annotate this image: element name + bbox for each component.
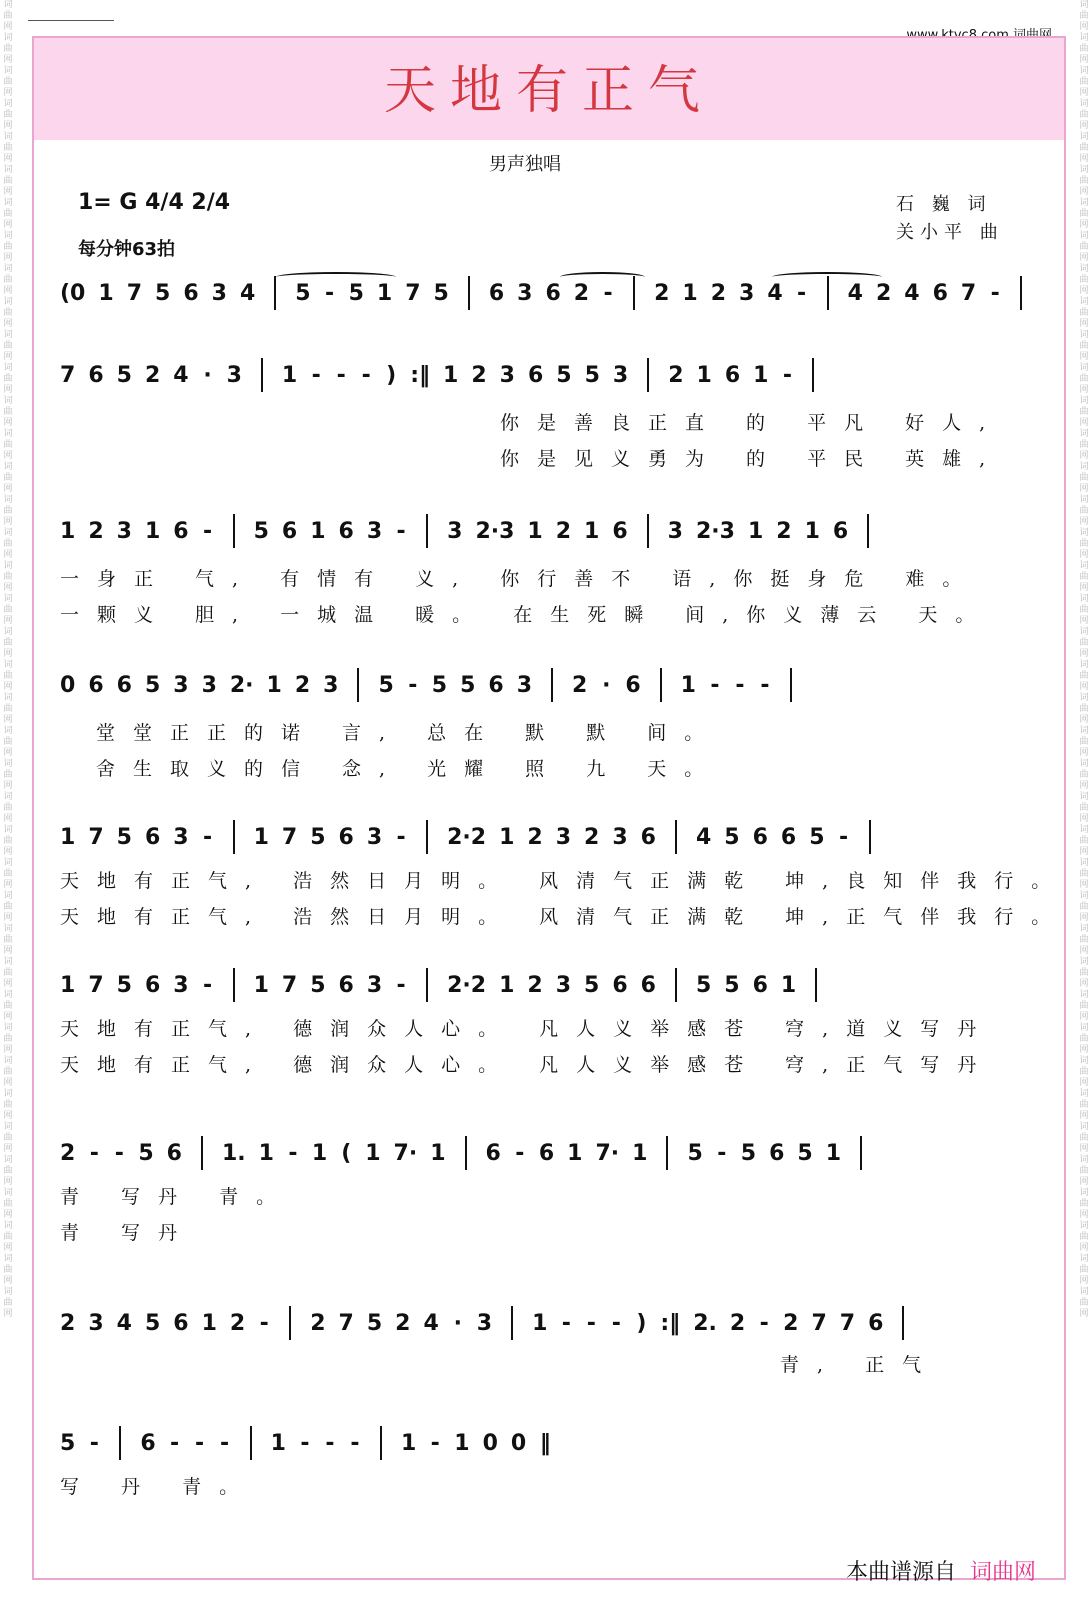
note-token: 4 bbox=[116, 1310, 132, 1336]
note-token: 1 bbox=[310, 518, 326, 544]
note-token: 1 bbox=[281, 362, 298, 388]
note-token: 3 bbox=[366, 518, 383, 544]
note-token: 6 bbox=[612, 518, 628, 544]
watermark-left: 词曲网词曲网词曲网词曲网词曲网词曲网词曲网词曲网词曲网词曲网词曲网词曲网词曲网词曲网词曲网词曲网词曲网词曲网词曲网词曲网词曲网词曲网词曲网词曲网词曲网词曲网词曲网词曲网词曲网词曲网词曲网词曲网词曲网词曲网词曲网词曲网词曲网词曲网词曲网词曲网 bbox=[3, 0, 13, 1319]
note-token: 6 bbox=[144, 972, 161, 998]
corner-rule bbox=[28, 20, 114, 21]
barline bbox=[468, 276, 470, 310]
score-system bbox=[60, 822, 1069, 972]
title-banner bbox=[34, 38, 1064, 140]
note-token: 1 bbox=[270, 1430, 286, 1456]
note-token: · bbox=[453, 1310, 462, 1336]
notation-row bbox=[60, 1308, 910, 1338]
note-token: 1 bbox=[499, 824, 515, 850]
note-token: 1 bbox=[780, 972, 797, 998]
note-token: 1 bbox=[201, 1310, 217, 1336]
note-token: 3 bbox=[739, 280, 755, 306]
barline bbox=[675, 968, 677, 1002]
source-label: 本曲谱源自 bbox=[845, 1560, 956, 1585]
note-token: 1 bbox=[567, 1140, 583, 1166]
note-token: 3 bbox=[612, 362, 629, 388]
note-token: 2 bbox=[572, 672, 588, 698]
note-token: 0 bbox=[60, 672, 76, 698]
lyricist-credit: 石 巍 词 bbox=[896, 194, 992, 215]
note-token: 6 bbox=[144, 824, 161, 850]
notation-row bbox=[60, 516, 875, 546]
note-token: - bbox=[760, 672, 770, 698]
note-token: 1 bbox=[60, 972, 76, 998]
note-token: 6 bbox=[338, 972, 354, 998]
note-token: 3 bbox=[366, 824, 383, 850]
note-token: 5 bbox=[724, 972, 740, 998]
barline bbox=[250, 1426, 252, 1460]
note-token: 1 bbox=[376, 280, 393, 306]
note-token: 3 bbox=[88, 1310, 104, 1336]
barline bbox=[426, 514, 428, 548]
note-token: · bbox=[203, 362, 212, 388]
note-token: 7 bbox=[126, 280, 142, 306]
note-token: 3 bbox=[173, 824, 189, 850]
note-token: 1 bbox=[680, 672, 696, 698]
score-system bbox=[60, 970, 1040, 1120]
barline bbox=[289, 1306, 291, 1340]
barline bbox=[380, 1426, 382, 1460]
notation-row bbox=[60, 670, 798, 700]
composer-credit: 关小平 曲 bbox=[896, 222, 1004, 243]
barline bbox=[660, 668, 662, 702]
note-token: 0 bbox=[510, 1430, 527, 1456]
note-token: 3 bbox=[116, 518, 132, 544]
note-token: - bbox=[220, 1430, 230, 1456]
lyrics-verse-1: 一身正 气, 有情有 义, 你行善不 语,你挺身危 难。 bbox=[60, 568, 980, 590]
watermark-right: 词曲网词曲网词曲网词曲网词曲网词曲网词曲网词曲网词曲网词曲网词曲网词曲网词曲网词曲网词曲网词曲网词曲网词曲网词曲网词曲网词曲网词曲网词曲网词曲网词曲网词曲网词曲网词曲网词曲网词曲网词曲网词曲网词曲网词曲网词曲网词曲网词曲网词曲网词曲网词曲网 bbox=[1079, 0, 1089, 1319]
song-title: 天地有正气 bbox=[383, 61, 714, 121]
lyrics-verse-2: 你是见义勇为 的 平民 英雄, bbox=[500, 448, 1004, 470]
note-token: 2 bbox=[710, 280, 726, 306]
note-token: - bbox=[797, 280, 807, 306]
note-token: 6 bbox=[932, 280, 948, 306]
note-token: 3 bbox=[323, 672, 339, 698]
note-token: 5 bbox=[253, 518, 269, 544]
key-signature: 1= G 4/4 2/4 bbox=[78, 190, 231, 215]
note-token: 1 bbox=[747, 518, 764, 544]
note-token: - bbox=[515, 1140, 525, 1166]
note-token: 2 bbox=[783, 1310, 799, 1336]
note-token: 1 bbox=[60, 824, 76, 850]
note-token: ( bbox=[341, 1140, 352, 1166]
note-token: 5 bbox=[740, 1140, 757, 1166]
barline bbox=[867, 514, 869, 548]
barline bbox=[357, 668, 359, 702]
score-system bbox=[60, 1138, 1040, 1288]
note-token: 1 bbox=[696, 362, 712, 388]
note-token: 6 bbox=[488, 672, 504, 698]
lyrics-verse-2: 舍生取义的信 念, 光耀 照 九 天。 bbox=[96, 758, 722, 780]
note-token: 5 bbox=[809, 824, 825, 850]
note-token: 3 bbox=[226, 362, 242, 388]
barline bbox=[551, 668, 553, 702]
barline bbox=[426, 820, 428, 854]
note-token: 6 bbox=[281, 518, 298, 544]
source-footer bbox=[846, 1555, 1036, 1586]
note-token: 6 bbox=[612, 972, 628, 998]
note-token: - bbox=[300, 1430, 310, 1456]
note-token: 1 bbox=[753, 362, 769, 388]
notation-row bbox=[60, 1428, 551, 1458]
score-system bbox=[60, 516, 1040, 666]
note-token: 5 bbox=[695, 972, 712, 998]
note-token: 2· bbox=[229, 672, 254, 698]
barline bbox=[790, 668, 792, 702]
note-token: - bbox=[170, 1430, 180, 1456]
note-token: 7 bbox=[60, 362, 76, 388]
note-token: - bbox=[259, 1310, 269, 1336]
note-token: 6 bbox=[88, 672, 104, 698]
note-token: 2 bbox=[294, 672, 311, 698]
barline bbox=[675, 820, 677, 854]
note-token: :‖ bbox=[660, 1310, 681, 1336]
note-token: 1 bbox=[98, 280, 114, 306]
lyrics-verse-1: 青 写丹 青。 bbox=[60, 1186, 294, 1208]
lyrics-verse-1: 青, 正气 bbox=[780, 1354, 940, 1376]
score-frame bbox=[32, 36, 1069, 1580]
note-token: 3 bbox=[516, 672, 533, 698]
note-token: 3 bbox=[612, 824, 628, 850]
note-token: 6 bbox=[545, 280, 561, 306]
lyrics-verse-1: 堂堂正正的诺 言, 总在 默 默 间。 bbox=[96, 722, 722, 744]
barline bbox=[465, 1136, 467, 1170]
note-token: 2 bbox=[654, 280, 670, 306]
note-token: 4 bbox=[695, 824, 712, 850]
note-token: - bbox=[603, 280, 613, 306]
note-token: 2 bbox=[875, 280, 892, 306]
note-token: 2 bbox=[144, 362, 161, 388]
note-token: ) bbox=[386, 362, 397, 388]
note-token: 6 bbox=[752, 972, 768, 998]
note-token: 6 bbox=[166, 1140, 182, 1166]
note-token: - bbox=[990, 280, 1000, 306]
note-token: 6 bbox=[173, 518, 189, 544]
note-token: 6 bbox=[485, 1140, 501, 1166]
note-token: - bbox=[325, 1430, 335, 1456]
note-token: 4 bbox=[423, 1310, 439, 1336]
note-token: - bbox=[396, 518, 406, 544]
notation-row bbox=[60, 822, 877, 852]
note-token: 1 bbox=[825, 1140, 842, 1166]
note-token: 3 bbox=[366, 972, 383, 998]
note-token: 6 bbox=[868, 1310, 884, 1336]
note-token: 1 bbox=[804, 518, 820, 544]
note-token: 1 bbox=[527, 518, 543, 544]
note-token: - bbox=[202, 972, 213, 998]
note-token: 1 bbox=[400, 1430, 417, 1456]
note-token: 1 bbox=[632, 1140, 648, 1166]
note-token: 2·2 bbox=[447, 824, 487, 850]
note-token: 5 bbox=[366, 1310, 383, 1336]
note-token: 6 bbox=[752, 824, 768, 850]
barline bbox=[869, 820, 871, 854]
note-token: 6 bbox=[116, 672, 132, 698]
note-token: 5 bbox=[378, 672, 394, 698]
note-token: 4 bbox=[847, 280, 863, 306]
note-token: 7 bbox=[88, 824, 104, 850]
note-token: - bbox=[361, 362, 371, 388]
note-token: 6 bbox=[832, 518, 849, 544]
note-token: 1 bbox=[253, 972, 269, 998]
note-token: 6 bbox=[769, 1140, 785, 1166]
note-token: 1 bbox=[258, 1140, 274, 1166]
note-token: - bbox=[89, 1140, 99, 1166]
note-token: - bbox=[114, 1140, 124, 1166]
note-token: 2 bbox=[573, 280, 590, 306]
note-token: 2 bbox=[776, 518, 792, 544]
note-token: ‖ bbox=[539, 1430, 551, 1456]
lyrics-verse-1: 天地有正气, 浩然日月明。 风清气正满乾 坤,良知伴我行。 bbox=[60, 870, 1069, 892]
note-token: 1 bbox=[532, 1310, 548, 1336]
note-token: 1 bbox=[682, 280, 698, 306]
note-token: 5 bbox=[556, 362, 572, 388]
note-token: :‖ bbox=[410, 362, 430, 388]
note-token: 1 bbox=[499, 972, 515, 998]
note-token: - bbox=[311, 362, 321, 388]
note-token: 3 bbox=[211, 280, 227, 306]
note-token: - bbox=[430, 1430, 440, 1456]
note-token: 2 bbox=[527, 972, 543, 998]
slur bbox=[276, 272, 396, 282]
note-token: 3 bbox=[517, 280, 533, 306]
note-token: 6 bbox=[640, 824, 656, 850]
note-token: 2·3 bbox=[695, 518, 735, 544]
barline bbox=[119, 1426, 121, 1460]
barline bbox=[426, 968, 428, 1002]
note-token: - bbox=[759, 1310, 769, 1336]
note-token: 5 bbox=[687, 1140, 703, 1166]
barline bbox=[812, 358, 814, 392]
note-token: - bbox=[611, 1310, 621, 1336]
score-system bbox=[60, 360, 1040, 510]
lyrics-verse-1: 你是善良正直 的 平凡 好人, bbox=[500, 412, 1004, 434]
note-token: 2 bbox=[584, 824, 600, 850]
note-token: 1 bbox=[60, 518, 76, 544]
note-token: 5 bbox=[460, 672, 476, 698]
note-token: 5 bbox=[295, 280, 311, 306]
note-token: - bbox=[710, 672, 720, 698]
note-token: 3 bbox=[201, 672, 217, 698]
note-token: 5 bbox=[431, 672, 448, 698]
note-token: 2 bbox=[395, 1310, 411, 1336]
lyrics-verse-2: 天地有正气, 德润众人心。 凡人义举感苍 穹,正气写丹 bbox=[60, 1054, 995, 1076]
note-token: 1 bbox=[454, 1430, 470, 1456]
barline bbox=[647, 514, 649, 548]
note-token: 6 bbox=[538, 1140, 555, 1166]
note-token: 5 bbox=[138, 1140, 154, 1166]
note-token: 2 bbox=[668, 362, 684, 388]
note-token: 4 bbox=[239, 280, 256, 306]
note-token: 2 bbox=[471, 362, 487, 388]
note-token: · bbox=[602, 672, 611, 698]
note-token: - bbox=[396, 972, 406, 998]
tempo-marking: 每分钟63拍 bbox=[78, 239, 176, 260]
note-token: - bbox=[350, 1430, 360, 1456]
note-token: - bbox=[561, 1310, 571, 1336]
note-token: 1 bbox=[311, 1140, 328, 1166]
note-token: - bbox=[336, 362, 346, 388]
note-token: 6 bbox=[625, 672, 641, 698]
note-token: 7· bbox=[393, 1140, 418, 1166]
barline bbox=[647, 358, 649, 392]
note-token: 2 bbox=[88, 518, 104, 544]
note-token: 1 bbox=[253, 824, 269, 850]
note-token: 1 bbox=[365, 1140, 381, 1166]
note-token: 5 bbox=[310, 824, 326, 850]
note-token: 5 bbox=[116, 824, 132, 850]
note-token: 5 bbox=[155, 280, 171, 306]
note-token: 2 bbox=[310, 1310, 326, 1336]
barline bbox=[201, 1136, 203, 1170]
notation-row bbox=[60, 970, 823, 1000]
note-token: 4 bbox=[904, 280, 920, 306]
barline bbox=[1020, 276, 1022, 310]
note-token: 6 bbox=[88, 362, 104, 388]
note-token: 6 bbox=[780, 824, 797, 850]
note-token: 7 bbox=[839, 1310, 856, 1336]
note-token: - bbox=[324, 280, 335, 306]
note-token: 7 bbox=[405, 280, 421, 306]
barline bbox=[511, 1306, 513, 1340]
note-token: - bbox=[195, 1430, 205, 1456]
barline bbox=[666, 1136, 668, 1170]
lyrics-verse-2: 青 写丹 bbox=[60, 1222, 196, 1244]
note-token: 2 bbox=[60, 1140, 76, 1166]
note-token: 1 bbox=[430, 1140, 446, 1166]
note-token: 1 bbox=[144, 518, 161, 544]
barline bbox=[233, 820, 235, 854]
note-token: 6 bbox=[527, 362, 544, 388]
note-token: 7 bbox=[338, 1310, 354, 1336]
note-token: 3 bbox=[173, 672, 189, 698]
note-token: 2 bbox=[60, 1310, 76, 1336]
note-token: 7 bbox=[811, 1310, 827, 1336]
note-token: 5 bbox=[348, 280, 364, 306]
note-token: 3 bbox=[667, 518, 683, 544]
note-token: 5 bbox=[310, 972, 326, 998]
note-token: 3 bbox=[555, 972, 572, 998]
note-token: 2. bbox=[693, 1310, 717, 1336]
note-token: - bbox=[396, 824, 406, 850]
note-token: - bbox=[202, 518, 213, 544]
notation-row bbox=[60, 278, 1028, 308]
note-token: 3 bbox=[447, 518, 463, 544]
note-token: 6 bbox=[338, 518, 354, 544]
barline bbox=[233, 968, 235, 1002]
note-token: 6 bbox=[488, 280, 505, 306]
note-token: - bbox=[202, 824, 213, 850]
note-token: - bbox=[782, 362, 792, 388]
note-token: 6 bbox=[338, 824, 354, 850]
note-token: - bbox=[717, 1140, 727, 1166]
barline bbox=[815, 968, 817, 1002]
note-token: 7 bbox=[88, 972, 104, 998]
note-token: 6 bbox=[140, 1430, 156, 1456]
performance-type: 男声独唱 bbox=[489, 154, 561, 175]
note-token: 2·2 bbox=[447, 972, 487, 998]
note-token: - bbox=[89, 1430, 99, 1456]
note-token: 2 bbox=[729, 1310, 746, 1336]
note-token: 4 bbox=[173, 362, 189, 388]
barline bbox=[261, 358, 263, 392]
note-token: 1. bbox=[221, 1140, 246, 1166]
note-token: 5 bbox=[797, 1140, 813, 1166]
note-token: 7 bbox=[281, 824, 298, 850]
note-token: 3 bbox=[499, 362, 515, 388]
barline bbox=[902, 1306, 904, 1340]
note-token: 7 bbox=[960, 280, 977, 306]
barline bbox=[233, 514, 235, 548]
note-token: 5 bbox=[60, 1430, 76, 1456]
note-token: 5 bbox=[584, 362, 600, 388]
note-token: 4 bbox=[767, 280, 783, 306]
note-token: 7 bbox=[281, 972, 298, 998]
note-token: ) bbox=[636, 1310, 647, 1336]
note-token: - bbox=[735, 672, 745, 698]
lyrics-verse-1: 天地有正气, 德润众人心。 凡人义举感苍 穹,道义写丹 bbox=[60, 1018, 995, 1040]
note-token: 2 bbox=[555, 518, 572, 544]
note-token: (0 bbox=[60, 280, 86, 306]
note-token: 6 bbox=[183, 280, 199, 306]
note-token: 6 bbox=[173, 1310, 189, 1336]
note-token: 7· bbox=[595, 1140, 620, 1166]
note-token: 5 bbox=[724, 824, 740, 850]
notation-row bbox=[60, 1138, 868, 1168]
note-token: 1 bbox=[443, 362, 459, 388]
note-token: - bbox=[288, 1140, 298, 1166]
note-token: 5 bbox=[433, 280, 449, 306]
note-token: 2·3 bbox=[475, 518, 515, 544]
brand-link[interactable]: 词曲网 bbox=[969, 1560, 1036, 1585]
note-token: 3 bbox=[555, 824, 572, 850]
note-token: 6 bbox=[640, 972, 656, 998]
lyrics-verse-1: 写 丹 青。 bbox=[60, 1476, 257, 1498]
note-token: 5 bbox=[116, 362, 132, 388]
barline bbox=[860, 1136, 862, 1170]
notation-row bbox=[60, 360, 820, 390]
note-token: 6 bbox=[724, 362, 741, 388]
note-token: 5 bbox=[144, 672, 161, 698]
lyrics-verse-2: 一颗义 胆, 一城温 暖。 在生死瞬 间,你义薄云 天。 bbox=[60, 604, 993, 626]
note-token: 3 bbox=[173, 972, 189, 998]
note-token: - bbox=[586, 1310, 596, 1336]
score-system bbox=[60, 670, 1040, 820]
note-token: 0 bbox=[482, 1430, 498, 1456]
note-token: 5 bbox=[116, 972, 132, 998]
note-token: 1 bbox=[266, 672, 282, 698]
note-token: 3 bbox=[476, 1310, 493, 1336]
note-token: 1 bbox=[584, 518, 600, 544]
note-token: 5 bbox=[584, 972, 600, 998]
slur bbox=[560, 272, 645, 282]
note-token: - bbox=[838, 824, 849, 850]
note-token: 5 bbox=[144, 1310, 161, 1336]
slur bbox=[772, 272, 882, 282]
lyrics-verse-2: 天地有正气, 浩然日月明。 风清气正满乾 坤,正气伴我行。 bbox=[60, 906, 1069, 928]
note-token: - bbox=[408, 672, 418, 698]
note-token: 2 bbox=[527, 824, 543, 850]
note-token: 2 bbox=[229, 1310, 246, 1336]
